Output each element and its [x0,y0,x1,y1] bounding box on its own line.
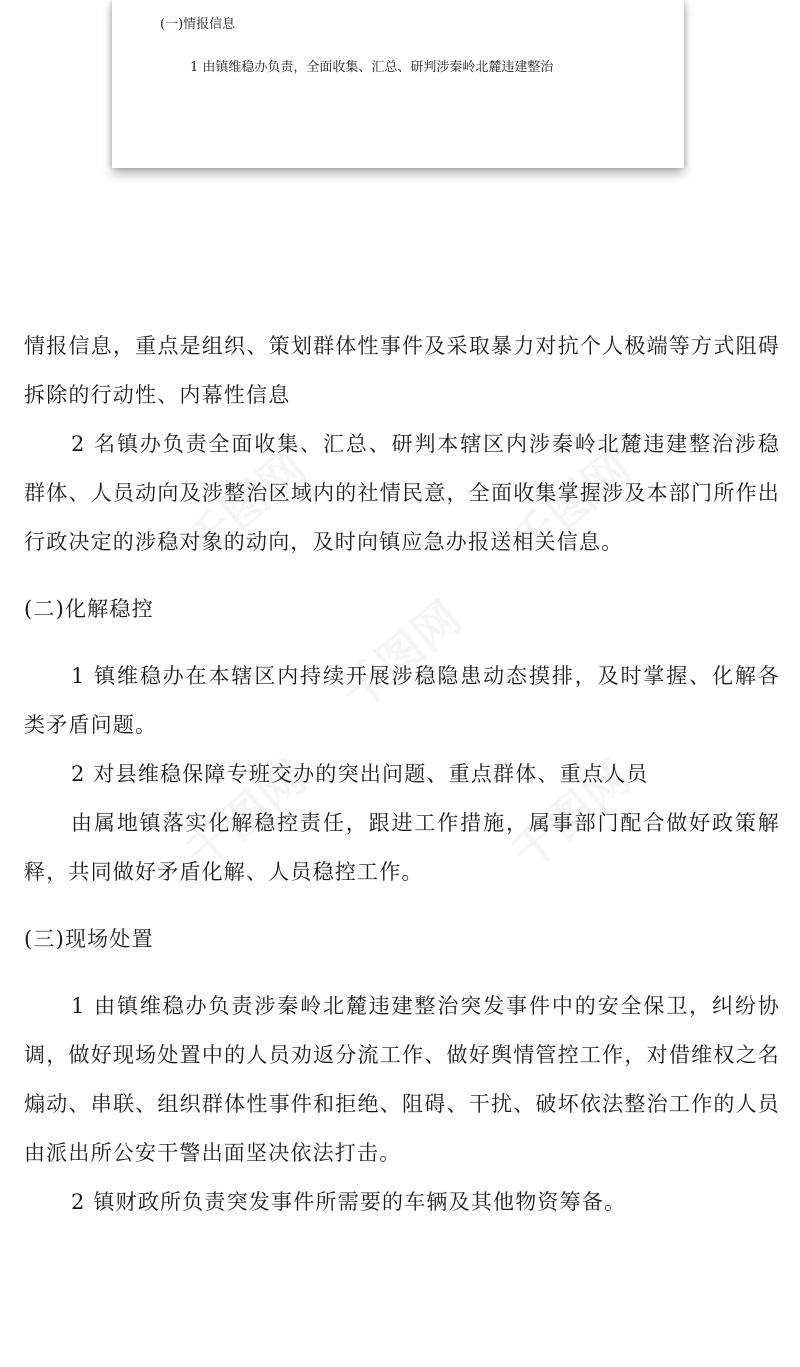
document-preview-card [112,0,684,168]
paragraph-risk-screening: 1 镇维稳办在本辖区内持续开展涉稳隐患动态摸排，及时掌握、化解各类矛盾问题。 [24,664,780,737]
section-title-stability-control: (二)化解稳控 [24,597,154,621]
paragraph-town-office-collection: 2 名镇办负责全面收集、汇总、研判本辖区内涉秦岭北麓违建整治涉稳群体、人员动向及涉整治区域内的社情民意，全面收集掌握涉及本部门所作出行政决定的涉稳对象的动向，及时向镇应急办报送相关信息。 [24,432,780,554]
paragraph-security-and-handling: 1 由镇维稳办负责涉秦岭北麓违建整治突发事件中的安全保卫，纠纷协调，做好现场处置中的人员劝返分流工作、做好舆情管控工作，对借维权之名煽动、串联、组织群体性事件和拒绝、阻碍、干扰、破坏依法整治工作的人员由派出所公安干警出面坚决依法打击。 [24,994,780,1165]
watermark-text: 千图网 [175,750,317,881]
watermark-text: 千图网 [500,750,642,881]
section-title-onsite-handling: (三)现场处置 [24,927,154,951]
paragraph-local-responsibility: 由属地镇落实化解稳控责任，跟进工作措施，属事部门配合做好政策解释，共同做好矛盾化解、人员稳控工作。 [24,811,780,884]
paragraph-finance-supplies: 2 镇财政所负责突发事件所需要的车辆及其他物资筹备。 [71,1190,627,1214]
document-body [24,322,780,1227]
watermark-text: 千图网 [330,590,472,721]
watermark-text: 千图网 [500,440,642,571]
preview-text-line: 1 由镇维稳办负责，全面收集、汇总、研判涉秦岭北麓违建整治 [190,60,554,75]
preview-section-heading: (一)情报信息 [160,17,236,32]
paragraph-intelligence-info: 情报信息，重点是组织、策划群体性事件及采取暴力对抗个人极端等方式阻碍拆除的行动性、内幕性信息 [24,334,780,407]
watermark-text: 千图网 [175,440,317,571]
paragraph-county-assigned-issues: 2 对县维稳保障专班交办的突出问题、重点群体、重点人员 [71,762,649,786]
